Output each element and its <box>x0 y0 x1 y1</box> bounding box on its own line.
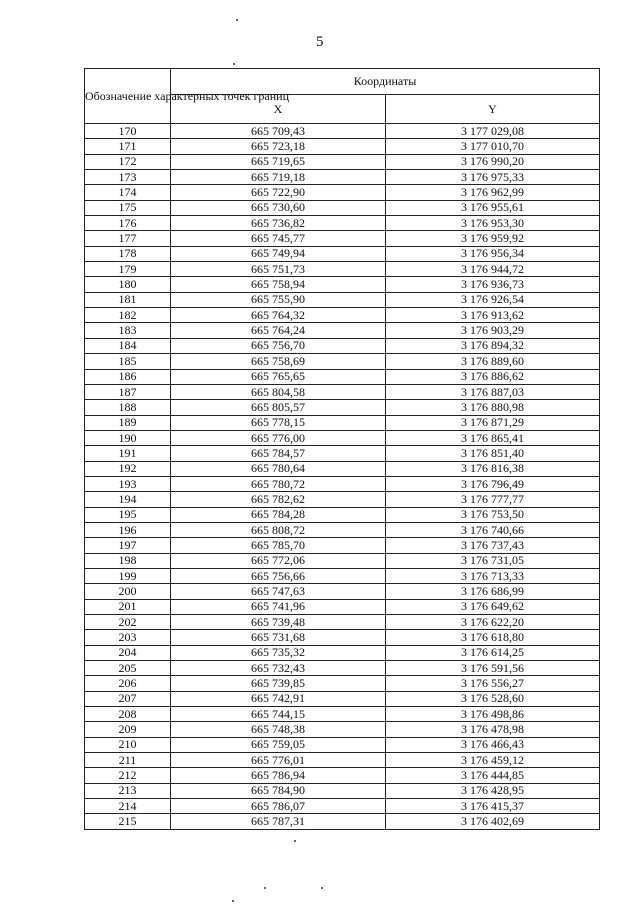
x-cell: 665 747,63 <box>171 584 386 599</box>
table-row <box>85 246 600 261</box>
point-cell: 176 <box>85 216 171 231</box>
scan-speck <box>264 887 266 889</box>
x-cell: 665 776,00 <box>171 430 386 445</box>
table-row <box>85 185 600 200</box>
y-cell: 3 176 975,33 <box>386 170 600 185</box>
point-cell: 198 <box>85 553 171 568</box>
point-cell: 201 <box>85 599 171 614</box>
table-row <box>85 400 600 415</box>
x-cell: 665 756,70 <box>171 338 386 353</box>
y-cell: 3 176 956,34 <box>386 246 600 261</box>
point-cell: 171 <box>85 139 171 154</box>
y-cell: 3 176 415,37 <box>386 799 600 814</box>
y-cell: 3 176 887,03 <box>386 384 600 399</box>
y-cell: 3 176 851,40 <box>386 446 600 461</box>
x-cell: 665 723,18 <box>171 139 386 154</box>
y-column-header: Y <box>386 95 600 124</box>
table-row <box>85 538 600 553</box>
y-cell: 3 176 444,85 <box>386 768 600 783</box>
y-cell: 3 176 466,43 <box>386 737 600 752</box>
table-row <box>85 476 600 491</box>
point-cell: 204 <box>85 645 171 660</box>
y-cell: 3 176 498,86 <box>386 707 600 722</box>
table-row <box>85 630 600 645</box>
table-row <box>85 676 600 691</box>
point-cell: 183 <box>85 323 171 338</box>
x-cell: 665 784,57 <box>171 446 386 461</box>
x-cell: 665 722,90 <box>171 185 386 200</box>
y-cell: 3 176 737,43 <box>386 538 600 553</box>
y-cell: 3 176 478,98 <box>386 722 600 737</box>
table-row <box>85 323 600 338</box>
y-cell: 3 176 944,72 <box>386 262 600 277</box>
point-cell: 188 <box>85 400 171 415</box>
page-number: 5 <box>316 34 324 50</box>
point-cell: 208 <box>85 707 171 722</box>
x-cell: 665 786,94 <box>171 768 386 783</box>
y-cell: 3 176 740,66 <box>386 522 600 537</box>
table-row <box>85 139 600 154</box>
y-cell: 3 176 686,99 <box>386 584 600 599</box>
x-cell: 665 756,66 <box>171 568 386 583</box>
x-cell: 665 786,07 <box>171 799 386 814</box>
table-row <box>85 768 600 783</box>
point-cell: 170 <box>85 124 171 139</box>
y-cell: 3 176 871,29 <box>386 415 600 430</box>
x-cell: 665 755,90 <box>171 292 386 307</box>
point-cell: 187 <box>85 384 171 399</box>
point-cell: 215 <box>85 814 171 829</box>
y-cell: 3 176 990,20 <box>386 154 600 169</box>
y-cell: 3 176 649,62 <box>386 599 600 614</box>
scan-speck <box>232 900 234 902</box>
point-cell: 189 <box>85 415 171 430</box>
point-cell: 211 <box>85 753 171 768</box>
point-cell: 185 <box>85 354 171 369</box>
table-row <box>85 415 600 430</box>
y-cell: 3 176 731,05 <box>386 553 600 568</box>
x-cell: 665 739,85 <box>171 676 386 691</box>
x-cell: 665 759,05 <box>171 737 386 752</box>
table-row <box>85 753 600 768</box>
x-cell: 665 772,06 <box>171 553 386 568</box>
point-cell: 214 <box>85 799 171 814</box>
table-body <box>85 124 600 830</box>
y-cell: 3 176 816,38 <box>386 461 600 476</box>
table-row <box>85 645 600 660</box>
point-cell: 205 <box>85 661 171 676</box>
table-row <box>85 661 600 676</box>
coordinates-table <box>84 68 600 830</box>
table-row <box>85 277 600 292</box>
table-row <box>85 783 600 798</box>
point-cell: 186 <box>85 369 171 384</box>
x-cell: 665 765,65 <box>171 369 386 384</box>
y-cell: 3 176 894,32 <box>386 338 600 353</box>
table-row <box>85 384 600 399</box>
y-cell: 3 176 528,60 <box>386 691 600 706</box>
x-cell: 665 730,60 <box>171 200 386 215</box>
table-row <box>85 231 600 246</box>
scan-speck <box>294 840 296 842</box>
point-cell: 177 <box>85 231 171 246</box>
table-row <box>85 799 600 814</box>
x-cell: 665 787,31 <box>171 814 386 829</box>
y-cell: 3 177 029,08 <box>386 124 600 139</box>
point-cell: 182 <box>85 308 171 323</box>
point-cell: 199 <box>85 568 171 583</box>
point-cell: 209 <box>85 722 171 737</box>
x-cell: 665 764,32 <box>171 308 386 323</box>
point-cell: 213 <box>85 783 171 798</box>
point-cell: 172 <box>85 154 171 169</box>
point-cell: 179 <box>85 262 171 277</box>
table-row <box>85 599 600 614</box>
x-cell: 665 784,90 <box>171 783 386 798</box>
point-cell: 178 <box>85 246 171 261</box>
y-cell: 3 176 865,41 <box>386 430 600 445</box>
y-cell: 3 176 713,33 <box>386 568 600 583</box>
x-cell: 665 780,64 <box>171 461 386 476</box>
y-cell: 3 176 622,20 <box>386 615 600 630</box>
table-row <box>85 722 600 737</box>
coordinates-header: Координаты <box>171 69 600 95</box>
table-row <box>85 170 600 185</box>
table-row <box>85 691 600 706</box>
table-row <box>85 369 600 384</box>
table-row <box>85 354 600 369</box>
table-row <box>85 522 600 537</box>
y-cell: 3 176 614,25 <box>386 645 600 660</box>
x-cell: 665 785,70 <box>171 538 386 553</box>
header-row <box>85 69 600 95</box>
table-row <box>85 338 600 353</box>
y-cell: 3 176 953,30 <box>386 216 600 231</box>
point-cell: 195 <box>85 507 171 522</box>
point-cell: 173 <box>85 170 171 185</box>
y-cell: 3 176 889,60 <box>386 354 600 369</box>
x-cell: 665 719,65 <box>171 154 386 169</box>
y-cell: 3 176 962,99 <box>386 185 600 200</box>
table-row <box>85 737 600 752</box>
y-cell: 3 176 936,73 <box>386 277 600 292</box>
point-cell: 194 <box>85 492 171 507</box>
table-row <box>85 262 600 277</box>
y-cell: 3 176 402,69 <box>386 814 600 829</box>
table-row <box>85 615 600 630</box>
x-cell: 665 736,82 <box>171 216 386 231</box>
y-cell: 3 176 777,77 <box>386 492 600 507</box>
x-cell: 665 749,94 <box>171 246 386 261</box>
y-cell: 3 176 926,54 <box>386 292 600 307</box>
x-cell: 665 744,15 <box>171 707 386 722</box>
point-cell: 207 <box>85 691 171 706</box>
x-cell: 665 780,72 <box>171 476 386 491</box>
table-row <box>85 707 600 722</box>
x-cell: 665 748,38 <box>171 722 386 737</box>
y-cell: 3 176 903,29 <box>386 323 600 338</box>
x-cell: 665 719,18 <box>171 170 386 185</box>
point-column-header: Обозначение характерных точек границ <box>85 69 171 124</box>
scan-speck <box>321 887 323 889</box>
x-cell: 665 804,58 <box>171 384 386 399</box>
point-cell: 193 <box>85 476 171 491</box>
x-cell: 665 709,43 <box>171 124 386 139</box>
point-cell: 180 <box>85 277 171 292</box>
y-cell: 3 176 753,50 <box>386 507 600 522</box>
point-cell: 190 <box>85 430 171 445</box>
x-cell: 665 742,91 <box>171 691 386 706</box>
table-row <box>85 292 600 307</box>
scan-speck <box>236 19 238 21</box>
y-cell: 3 176 618,80 <box>386 630 600 645</box>
point-cell: 175 <box>85 200 171 215</box>
x-cell: 665 735,32 <box>171 645 386 660</box>
y-cell: 3 176 880,98 <box>386 400 600 415</box>
point-cell: 191 <box>85 446 171 461</box>
y-cell: 3 176 796,49 <box>386 476 600 491</box>
x-cell: 665 808,72 <box>171 522 386 537</box>
x-cell: 665 758,94 <box>171 277 386 292</box>
point-cell: 184 <box>85 338 171 353</box>
table-row <box>85 584 600 599</box>
x-cell: 665 784,28 <box>171 507 386 522</box>
y-cell: 3 176 459,12 <box>386 753 600 768</box>
x-cell: 665 764,24 <box>171 323 386 338</box>
x-cell: 665 732,43 <box>171 661 386 676</box>
table-row <box>85 568 600 583</box>
point-cell: 210 <box>85 737 171 752</box>
table-row <box>85 154 600 169</box>
x-cell: 665 751,73 <box>171 262 386 277</box>
point-cell: 200 <box>85 584 171 599</box>
point-cell: 212 <box>85 768 171 783</box>
x-cell: 665 745,77 <box>171 231 386 246</box>
table-row <box>85 553 600 568</box>
table-row <box>85 308 600 323</box>
x-cell: 665 782,62 <box>171 492 386 507</box>
x-column-header: X <box>171 95 386 124</box>
x-cell: 665 741,96 <box>171 599 386 614</box>
point-cell: 192 <box>85 461 171 476</box>
point-cell: 203 <box>85 630 171 645</box>
point-cell: 202 <box>85 615 171 630</box>
point-cell: 206 <box>85 676 171 691</box>
y-cell: 3 176 913,62 <box>386 308 600 323</box>
table-row <box>85 124 600 139</box>
x-cell: 665 776,01 <box>171 753 386 768</box>
y-cell: 3 176 591,56 <box>386 661 600 676</box>
table-row <box>85 216 600 231</box>
x-cell: 665 758,69 <box>171 354 386 369</box>
x-cell: 665 739,48 <box>171 615 386 630</box>
point-cell: 196 <box>85 522 171 537</box>
x-cell: 665 805,57 <box>171 400 386 415</box>
x-cell: 665 731,68 <box>171 630 386 645</box>
table-row <box>85 446 600 461</box>
point-cell: 197 <box>85 538 171 553</box>
y-cell: 3 176 556,27 <box>386 676 600 691</box>
y-cell: 3 176 955,61 <box>386 200 600 215</box>
table-row <box>85 461 600 476</box>
table-row <box>85 430 600 445</box>
y-cell: 3 176 886,62 <box>386 369 600 384</box>
y-cell: 3 176 959,92 <box>386 231 600 246</box>
point-cell: 174 <box>85 185 171 200</box>
y-cell: 3 177 010,70 <box>386 139 600 154</box>
x-cell: 665 778,15 <box>171 415 386 430</box>
scan-speck <box>233 63 235 65</box>
y-cell: 3 176 428,95 <box>386 783 600 798</box>
table-row <box>85 814 600 829</box>
table-row <box>85 507 600 522</box>
point-cell: 181 <box>85 292 171 307</box>
table-row <box>85 492 600 507</box>
table-row <box>85 200 600 215</box>
